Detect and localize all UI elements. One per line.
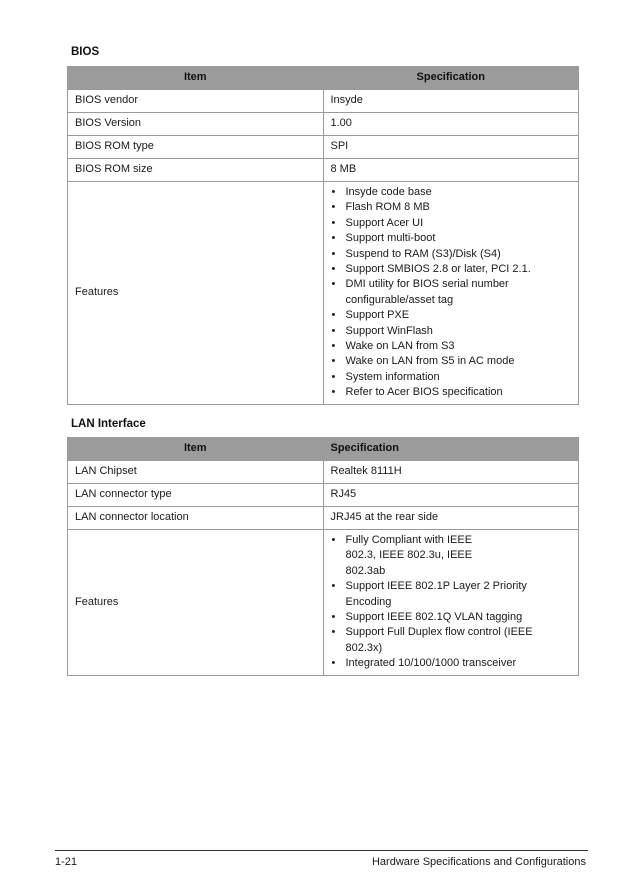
table-row	[68, 484, 579, 507]
list-item: • Flash ROM 8 MB	[331, 200, 579, 215]
list-item: • Support Full Duplex flow control (IEEE 802.3x)	[331, 625, 539, 656]
list-item: • Support PXE	[331, 308, 579, 323]
table-row	[68, 90, 579, 113]
table-row	[68, 461, 579, 484]
list-item: • Refer to Acer BIOS specification	[331, 385, 579, 400]
footer-divider	[55, 850, 588, 851]
list-item: • System information	[331, 370, 579, 385]
features-row	[68, 182, 579, 405]
row-value: Realtek 8111H	[323, 461, 579, 484]
list-item: • Support WinFlash	[331, 324, 579, 339]
table-row	[68, 159, 579, 182]
column-header-specification: Specification	[323, 438, 579, 461]
lan-features-list	[331, 530, 579, 675]
features-cell	[323, 530, 579, 676]
list-item: • Support SMBIOS 2.8 or later, PCI 2.1.	[331, 262, 579, 277]
table-header-row	[68, 67, 579, 90]
list-item: • Wake on LAN from S3	[331, 339, 579, 354]
features-cell	[323, 182, 579, 405]
row-value: 8 MB	[323, 159, 579, 182]
bios-spec-table	[67, 66, 579, 405]
bios-features-list	[331, 182, 579, 404]
list-item: • Fully Compliant with IEEE 802.3, IEEE 802.3u, IEEE 802.3ab	[331, 533, 539, 579]
row-label: LAN connector type	[68, 484, 324, 507]
bios-section-title: BIOS	[71, 46, 100, 58]
table-row	[68, 507, 579, 530]
row-label: LAN Chipset	[68, 461, 324, 484]
row-label: LAN connector location	[68, 507, 324, 530]
table-header-row	[68, 438, 579, 461]
row-value: Insyde	[323, 90, 579, 113]
table-row	[68, 136, 579, 159]
list-item: • Support multi-boot	[331, 231, 579, 246]
list-item: • Wake on LAN from S5 in AC mode	[331, 354, 579, 369]
row-value: JRJ45 at the rear side	[323, 507, 579, 530]
table-row	[68, 113, 579, 136]
row-value: SPI	[323, 136, 579, 159]
row-label: BIOS ROM size	[68, 159, 324, 182]
row-label: BIOS ROM type	[68, 136, 324, 159]
row-value: RJ45	[323, 484, 579, 507]
list-item: • Insyde code base	[331, 185, 579, 200]
features-label: Features	[68, 530, 324, 676]
column-header-specification: Specification	[323, 67, 579, 90]
features-row	[68, 530, 579, 676]
row-label: BIOS Version	[68, 113, 324, 136]
features-label: Features	[68, 182, 324, 405]
list-item: • DMI utility for BIOS serial number configurable/asset tag	[331, 277, 579, 308]
list-item: • Support IEEE 802.1Q VLAN tagging	[331, 610, 539, 625]
list-item: • Integrated 10/100/1000 transceiver	[331, 656, 539, 671]
column-header-item: Item	[68, 438, 324, 461]
lan-section-title: LAN Interface	[71, 418, 146, 430]
list-item: • Support IEEE 802.1P Layer 2 Priority Encoding	[331, 579, 539, 610]
page-number: 1-21	[55, 856, 78, 868]
chapter-title: Hardware Specifications and Configurations	[371, 856, 586, 868]
list-item: • Suspend to RAM (S3)/Disk (S4)	[331, 247, 579, 262]
row-label: BIOS vendor	[68, 90, 324, 113]
column-header-item: Item	[68, 67, 324, 90]
list-item: • Support Acer UI	[331, 216, 579, 231]
row-value: 1.00	[323, 113, 579, 136]
lan-spec-table	[67, 437, 579, 676]
